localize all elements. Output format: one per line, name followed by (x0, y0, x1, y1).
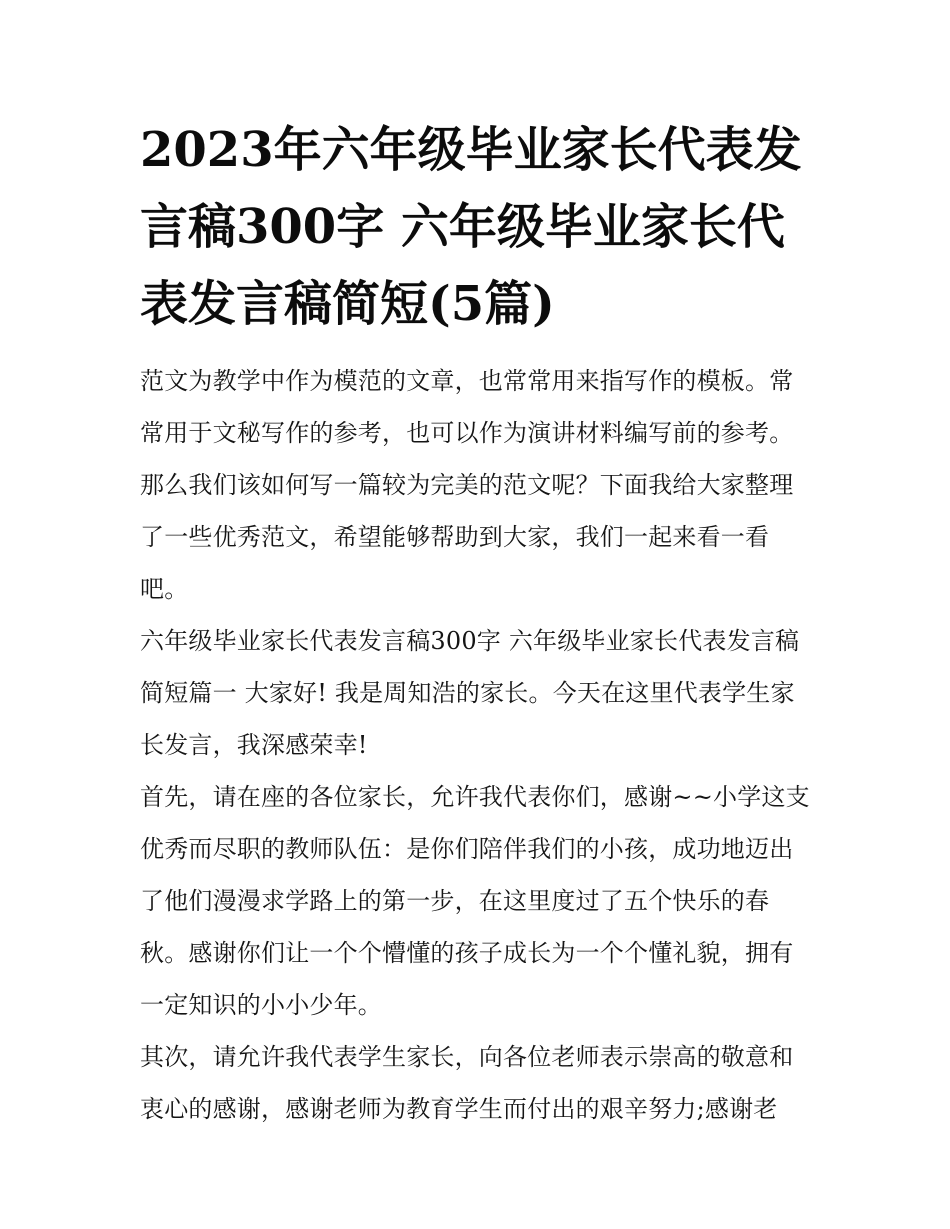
document-content (140, 112, 815, 1135)
speech-opening-paragraph: 六年级毕业家长代表发言稿300字 六年级毕业家长代表发言稿简短篇一 大家好! 我是周知浩的家长。今天在这里代表学生家长发言，我深感荣幸! (140, 627, 800, 759)
intro-paragraph: 范文为教学中作为模范的文章，也常常用来指写作的模板。常常用于文秘写作的参考，也可以作为演讲材料编写前的参考。那么我们该如何写一篇较为完美的范文呢？下面我给大家整理了一些优秀范文，希望能够帮助到大家，我们一起来看一看吧。 (140, 367, 794, 603)
respect-paragraph: 其次，请允许我代表学生家长，向各位老师表示崇高的敬意和衷心的感谢，感谢老师为教育学生而付出的艰辛努力;感谢老 (140, 1043, 794, 1123)
thanks-teachers-paragraph: 首先，请在座的各位家长，允许我代表你们，感谢~~小学这支优秀而尽职的教师队伍：是你们陪伴我们的小孩，成功地迈出了他们漫漫求学路上的第一步，在这里度过了五个快乐的春秋。感谢你们让一个个懵懂的孩子成长为一个个懂礼貌，拥有一定知识的小小少年。 (140, 783, 810, 1019)
document-title: 2023年六年级毕业家长代表发言稿300字 六年级毕业家长代表发言稿简短(5篇) (140, 122, 802, 332)
